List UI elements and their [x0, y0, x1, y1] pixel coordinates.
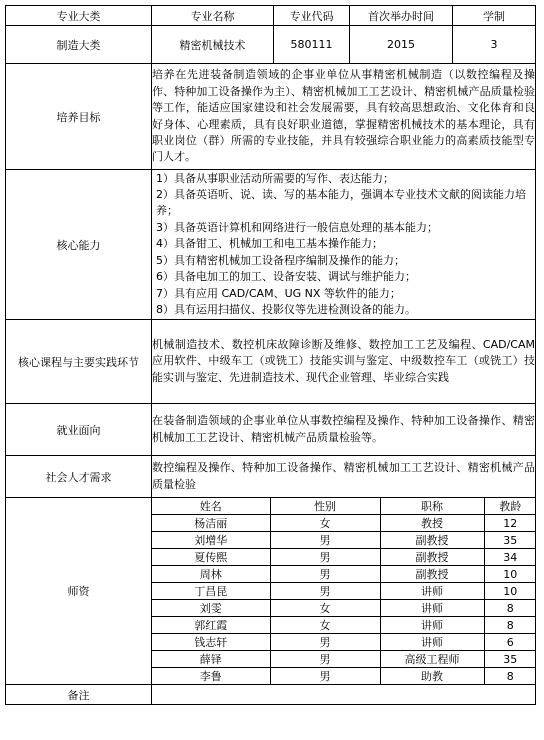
faculty-header-gender: 性别 — [270, 498, 380, 515]
faculty-gender: 男 — [270, 566, 380, 583]
faculty-title: 副教授 — [380, 532, 484, 549]
core-ability-item: 6）具备电加工的加工、设备安装、调试与维护能力； — [156, 270, 416, 284]
faculty-header-years: 教龄 — [484, 498, 536, 515]
core-ability-item: 7）具有应用 CAD/CAM、UG NX 等软件的能力； — [156, 286, 401, 300]
faculty-title: 讲师 — [380, 634, 484, 651]
faculty-header-title: 职称 — [380, 498, 484, 515]
faculty-gender: 男 — [270, 651, 380, 668]
faculty-title: 讲师 — [380, 600, 484, 617]
duration-value: 3 — [453, 26, 536, 64]
faculty-years: 6 — [484, 634, 536, 651]
core-ability-item: 8）具有运用扫描仪、投影仪等先进检测设备的能力。 — [156, 302, 416, 316]
note-label: 备注 — [6, 685, 152, 705]
major-category-value: 制造大类 — [6, 26, 152, 64]
faculty-years: 34 — [484, 549, 536, 566]
faculty-name: 郭红霞 — [152, 617, 270, 634]
faculty-table-row — [152, 600, 536, 617]
faculty-years: 8 — [484, 668, 536, 685]
course-label: 核心课程与主要实践环节 — [6, 320, 152, 404]
faculty-gender: 女 — [270, 600, 380, 617]
faculty-table-row — [152, 634, 536, 651]
header-major-category: 专业大类 — [6, 6, 152, 26]
core-ability-label: 核心能力 — [6, 170, 152, 320]
faculty-name: 薛铎 — [152, 651, 270, 668]
major-info-table — [5, 5, 536, 705]
info-row — [6, 26, 536, 64]
core-ability-item: 2）具备英语听、说、读、写的基本能力，强调本专业技术文献的阅读能力培养； — [156, 188, 526, 218]
job-text: 在装备制造领域的企事业单位从事数控编程及操作、特种加工设备操作、精密机械加工工艺设计、精密机械产品质量检验等。 — [152, 404, 536, 456]
goal-text: 培养在先进装备制造领域的企事业单位从事精密机械制造（以数控编程及操作、特种加工设备操作为主）、精密机械加工工艺设计、精密机械产品质量检验等工作，能适应国家建设和社会发展需要，具有较高思想政治、文化体育和良好身体、心理素质，具有良好职业道德，掌握精密机械技术的基本理论，具有职业岗位（群）所需的专业技能，并具有较强综合职业能力的高素质技能型专门人才。 — [152, 64, 536, 170]
faculty-name: 刘雯 — [152, 600, 270, 617]
course-row — [6, 320, 536, 404]
faculty-table-row — [152, 515, 536, 532]
goal-label: 培养目标 — [6, 64, 152, 170]
faculty-title: 讲师 — [380, 617, 484, 634]
demand-text: 数控编程及操作、特种加工设备操作、精密机械加工工艺设计、精密机械产品质量检验 — [152, 456, 536, 498]
note-row — [6, 685, 536, 705]
faculty-years: 35 — [484, 532, 536, 549]
faculty-table-row — [152, 617, 536, 634]
faculty-gender: 女 — [270, 617, 380, 634]
faculty-row — [6, 498, 536, 685]
faculty-name: 丁昌昆 — [152, 583, 270, 600]
header-major-name: 专业名称 — [152, 6, 274, 26]
faculty-name: 刘增华 — [152, 532, 270, 549]
course-text: 机械制造技术、数控机床故障诊断及维修、数控加工工艺及编程、CAD/CAM 应用软件、中级车工（或铣工）技能实训与鉴定、中级数控车工（或铣工）技能实训与鉴定、先进制造技术、现代企业管理、毕业综合实践 — [152, 320, 536, 404]
faculty-title: 助教 — [380, 668, 484, 685]
goal-row — [6, 64, 536, 170]
header-duration: 学制 — [453, 6, 536, 26]
faculty-years: 10 — [484, 566, 536, 583]
faculty-table-row — [152, 532, 536, 549]
core-ability-item: 1）具备从事职业活动所需要的写作、表达能力； — [156, 171, 394, 185]
core-ability-item: 3）具备英语计算机和网络进行一般信息处理的基本能力； — [156, 220, 438, 234]
faculty-gender: 女 — [270, 515, 380, 532]
faculty-gender: 男 — [270, 634, 380, 651]
header-major-code: 专业代码 — [274, 6, 350, 26]
faculty-years: 8 — [484, 617, 536, 634]
faculty-years: 35 — [484, 651, 536, 668]
faculty-table — [152, 498, 536, 684]
first-year-value: 2015 — [350, 26, 453, 64]
major-name-value: 精密机械技术 — [152, 26, 274, 64]
faculty-table-row — [152, 583, 536, 600]
job-label: 就业面向 — [6, 404, 152, 456]
faculty-header-name: 姓名 — [152, 498, 270, 515]
core-ability-item: 5）具有精密机械加工设备程序编制及操作的能力； — [156, 253, 405, 267]
faculty-name: 周林 — [152, 566, 270, 583]
faculty-title: 副教授 — [380, 566, 484, 583]
faculty-header-row — [152, 498, 536, 515]
faculty-table-row — [152, 668, 536, 685]
faculty-years: 12 — [484, 515, 536, 532]
faculty-gender: 男 — [270, 549, 380, 566]
major-code-value: 580111 — [274, 26, 350, 64]
faculty-table-row — [152, 566, 536, 583]
faculty-name: 钱志轩 — [152, 634, 270, 651]
demand-row — [6, 456, 536, 498]
faculty-title: 副教授 — [380, 549, 484, 566]
faculty-gender: 男 — [270, 668, 380, 685]
faculty-gender: 男 — [270, 583, 380, 600]
faculty-table-row — [152, 651, 536, 668]
faculty-name: 李鲁 — [152, 668, 270, 685]
faculty-title: 教授 — [380, 515, 484, 532]
job-row — [6, 404, 536, 456]
faculty-years: 8 — [484, 600, 536, 617]
core-ability-list — [152, 170, 536, 320]
demand-label: 社会人才需求 — [6, 456, 152, 498]
note-value — [152, 685, 536, 705]
faculty-title: 高级工程师 — [380, 651, 484, 668]
core-ability-row — [6, 170, 536, 320]
faculty-name: 杨洁丽 — [152, 515, 270, 532]
faculty-label: 师资 — [6, 498, 152, 685]
header-first-year: 首次举办时间 — [350, 6, 453, 26]
faculty-name: 夏传熙 — [152, 549, 270, 566]
core-ability-item: 4）具备钳工、机械加工和电工基本操作能力； — [156, 237, 383, 251]
faculty-years: 10 — [484, 583, 536, 600]
header-row — [6, 6, 536, 26]
faculty-table-row — [152, 549, 536, 566]
faculty-title: 讲师 — [380, 583, 484, 600]
faculty-gender: 男 — [270, 532, 380, 549]
